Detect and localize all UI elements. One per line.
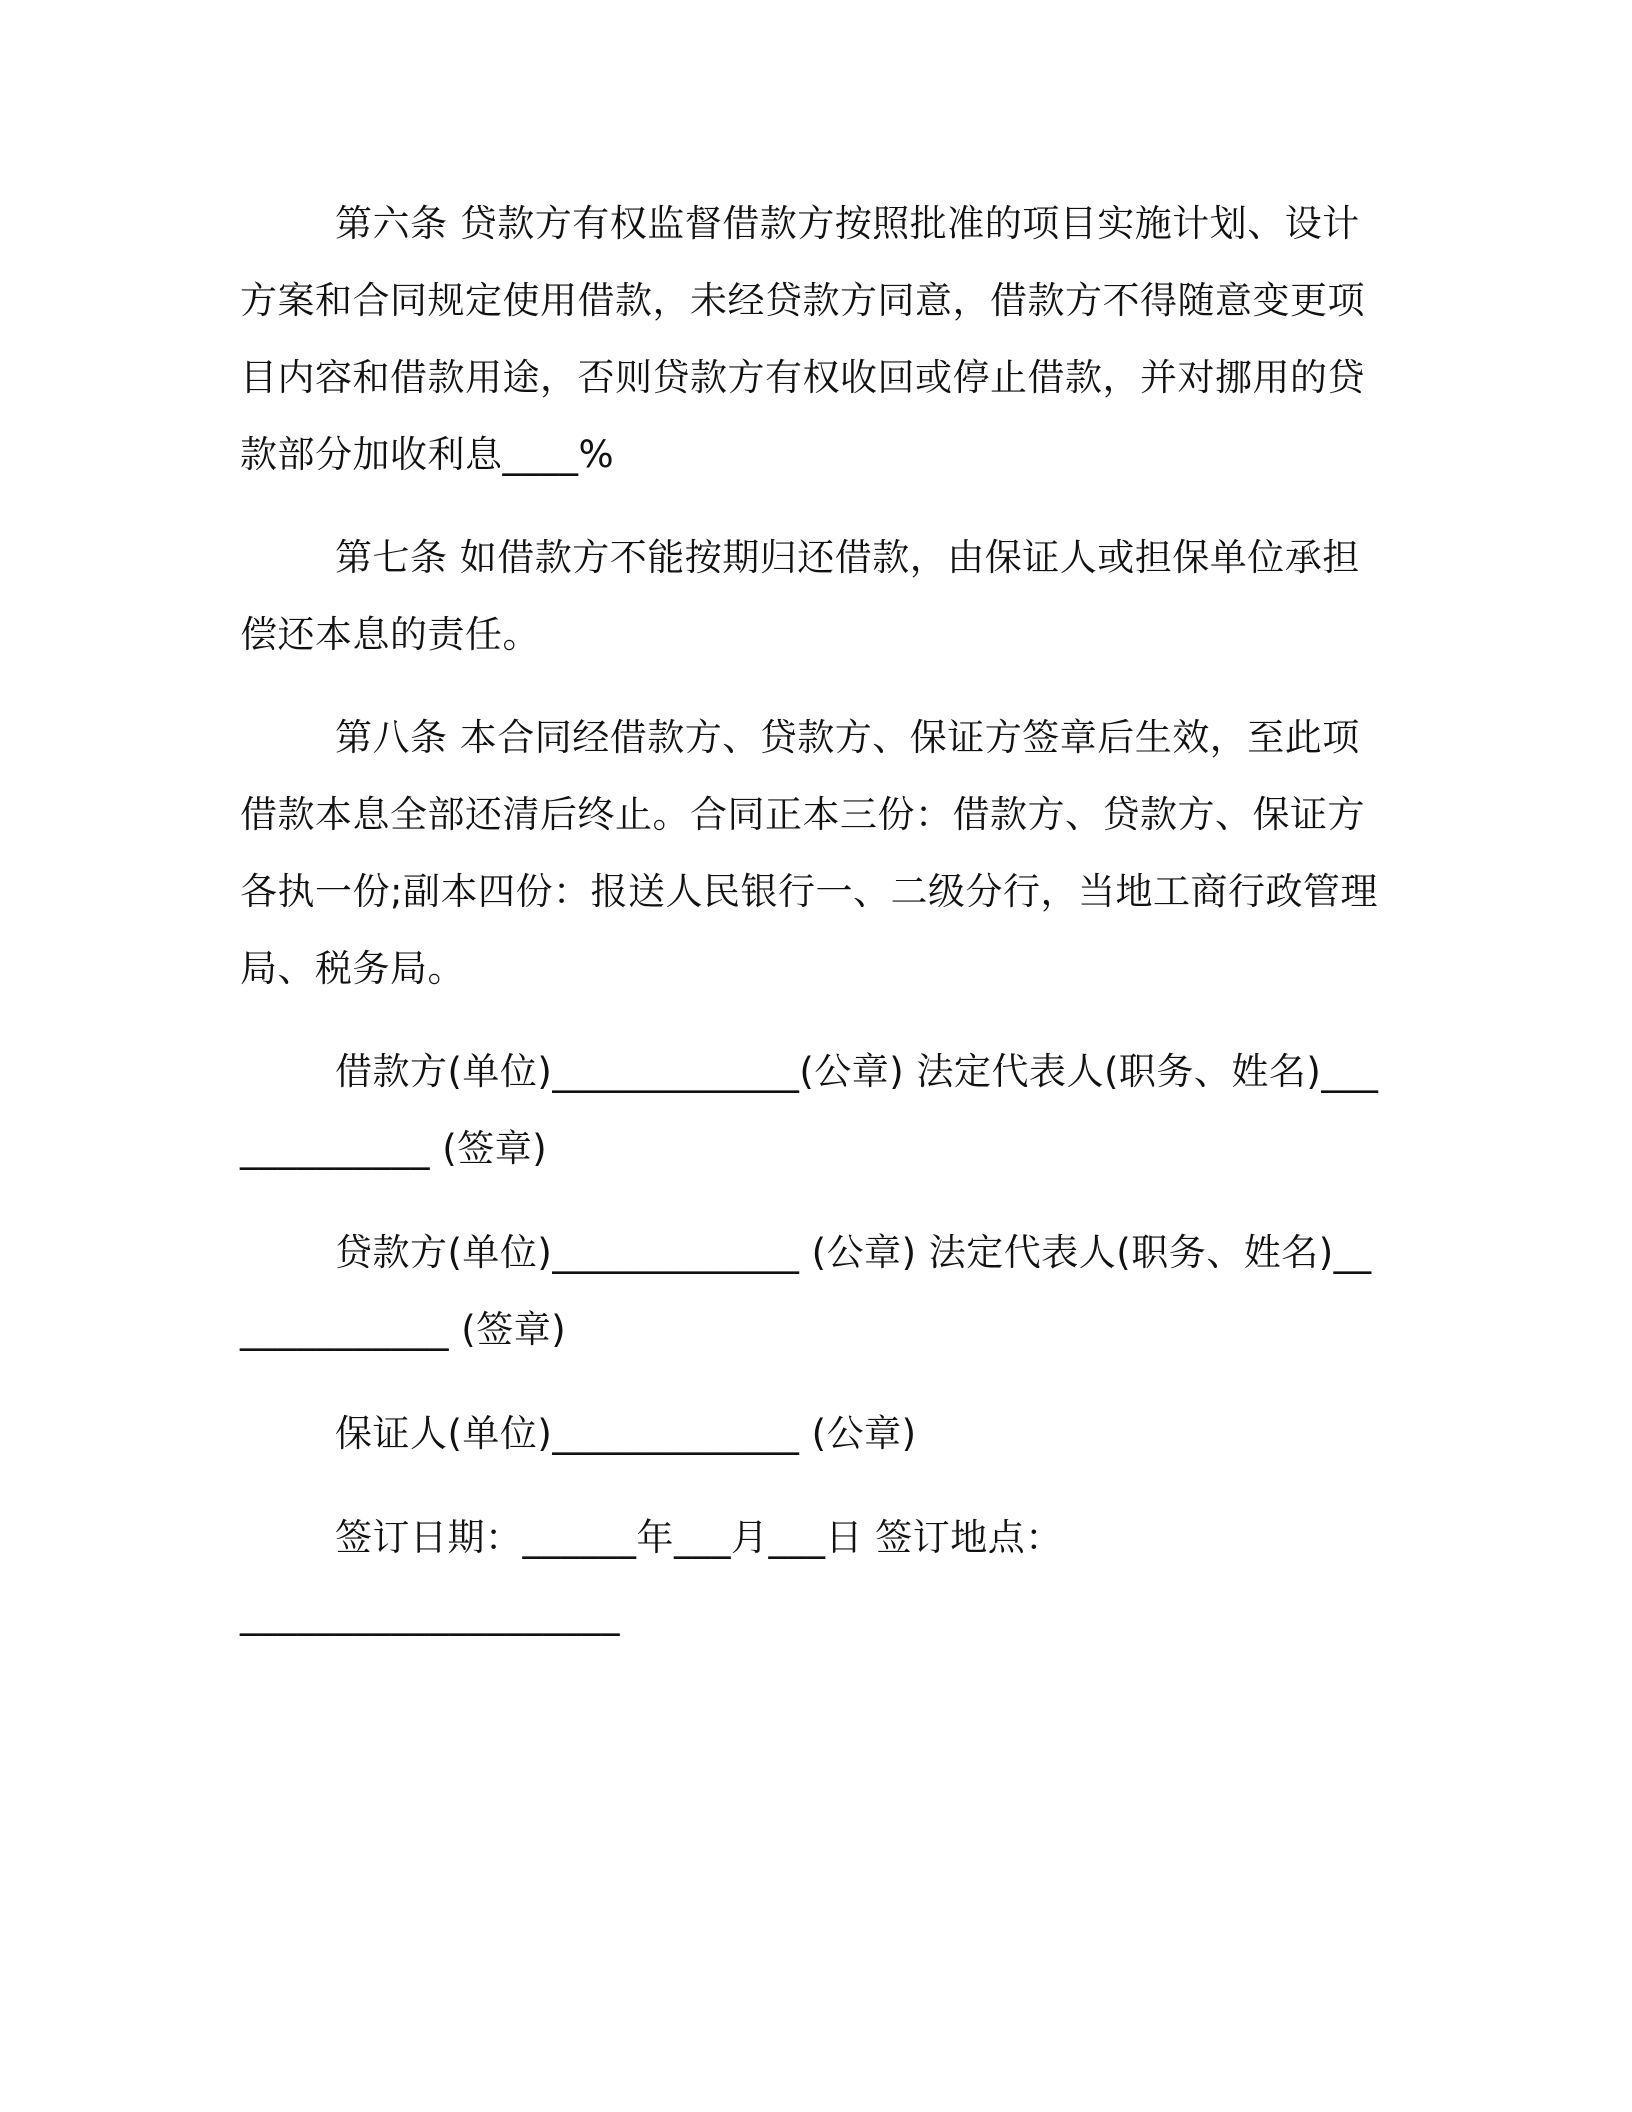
borrower-signature-block: 借款方(单位)_____________(公章) 法定代表人(职务、姓名)_____________ (签章) xyxy=(240,1050,1379,1170)
article-7: 第七条 如借款方不能按期归还借款，由保证人或担保单位承担偿还本息的责任。 xyxy=(240,536,1360,656)
signing-place-blank: ____________________ xyxy=(240,1593,620,1636)
signing-date-place: 签订日期：______年___月___日 签订地点： xyxy=(335,1516,1063,1559)
contract-body xyxy=(240,185,1390,1653)
article-8: 第八条 本合同经借款方、贷款方、保证方签章后生效，至此项借款本息全部还清后终止。合同正本三份：借款方、贷款方、保证方各执一份;副本四份：报送人民银行一、二级分行，当地工商行政管理局、税务局。 xyxy=(240,716,1378,990)
lender-signature-block: 贷款方(单位)_____________ (公章) 法定代表人(职务、姓名)_____________ (签章) xyxy=(240,1231,1372,1351)
article-6: 第六条 贷款方有权监督借款方按照批准的项目实施计划、设计方案和合同规定使用借款，未经贷款方同意，借款方不得随意变更项目内容和借款用途，否则贷款方有权收回或停止借款，并对挪用的贷款部分加收利息____% xyxy=(240,202,1365,476)
guarantor-signature-block: 保证人(单位)_____________ (公章) xyxy=(335,1412,917,1455)
